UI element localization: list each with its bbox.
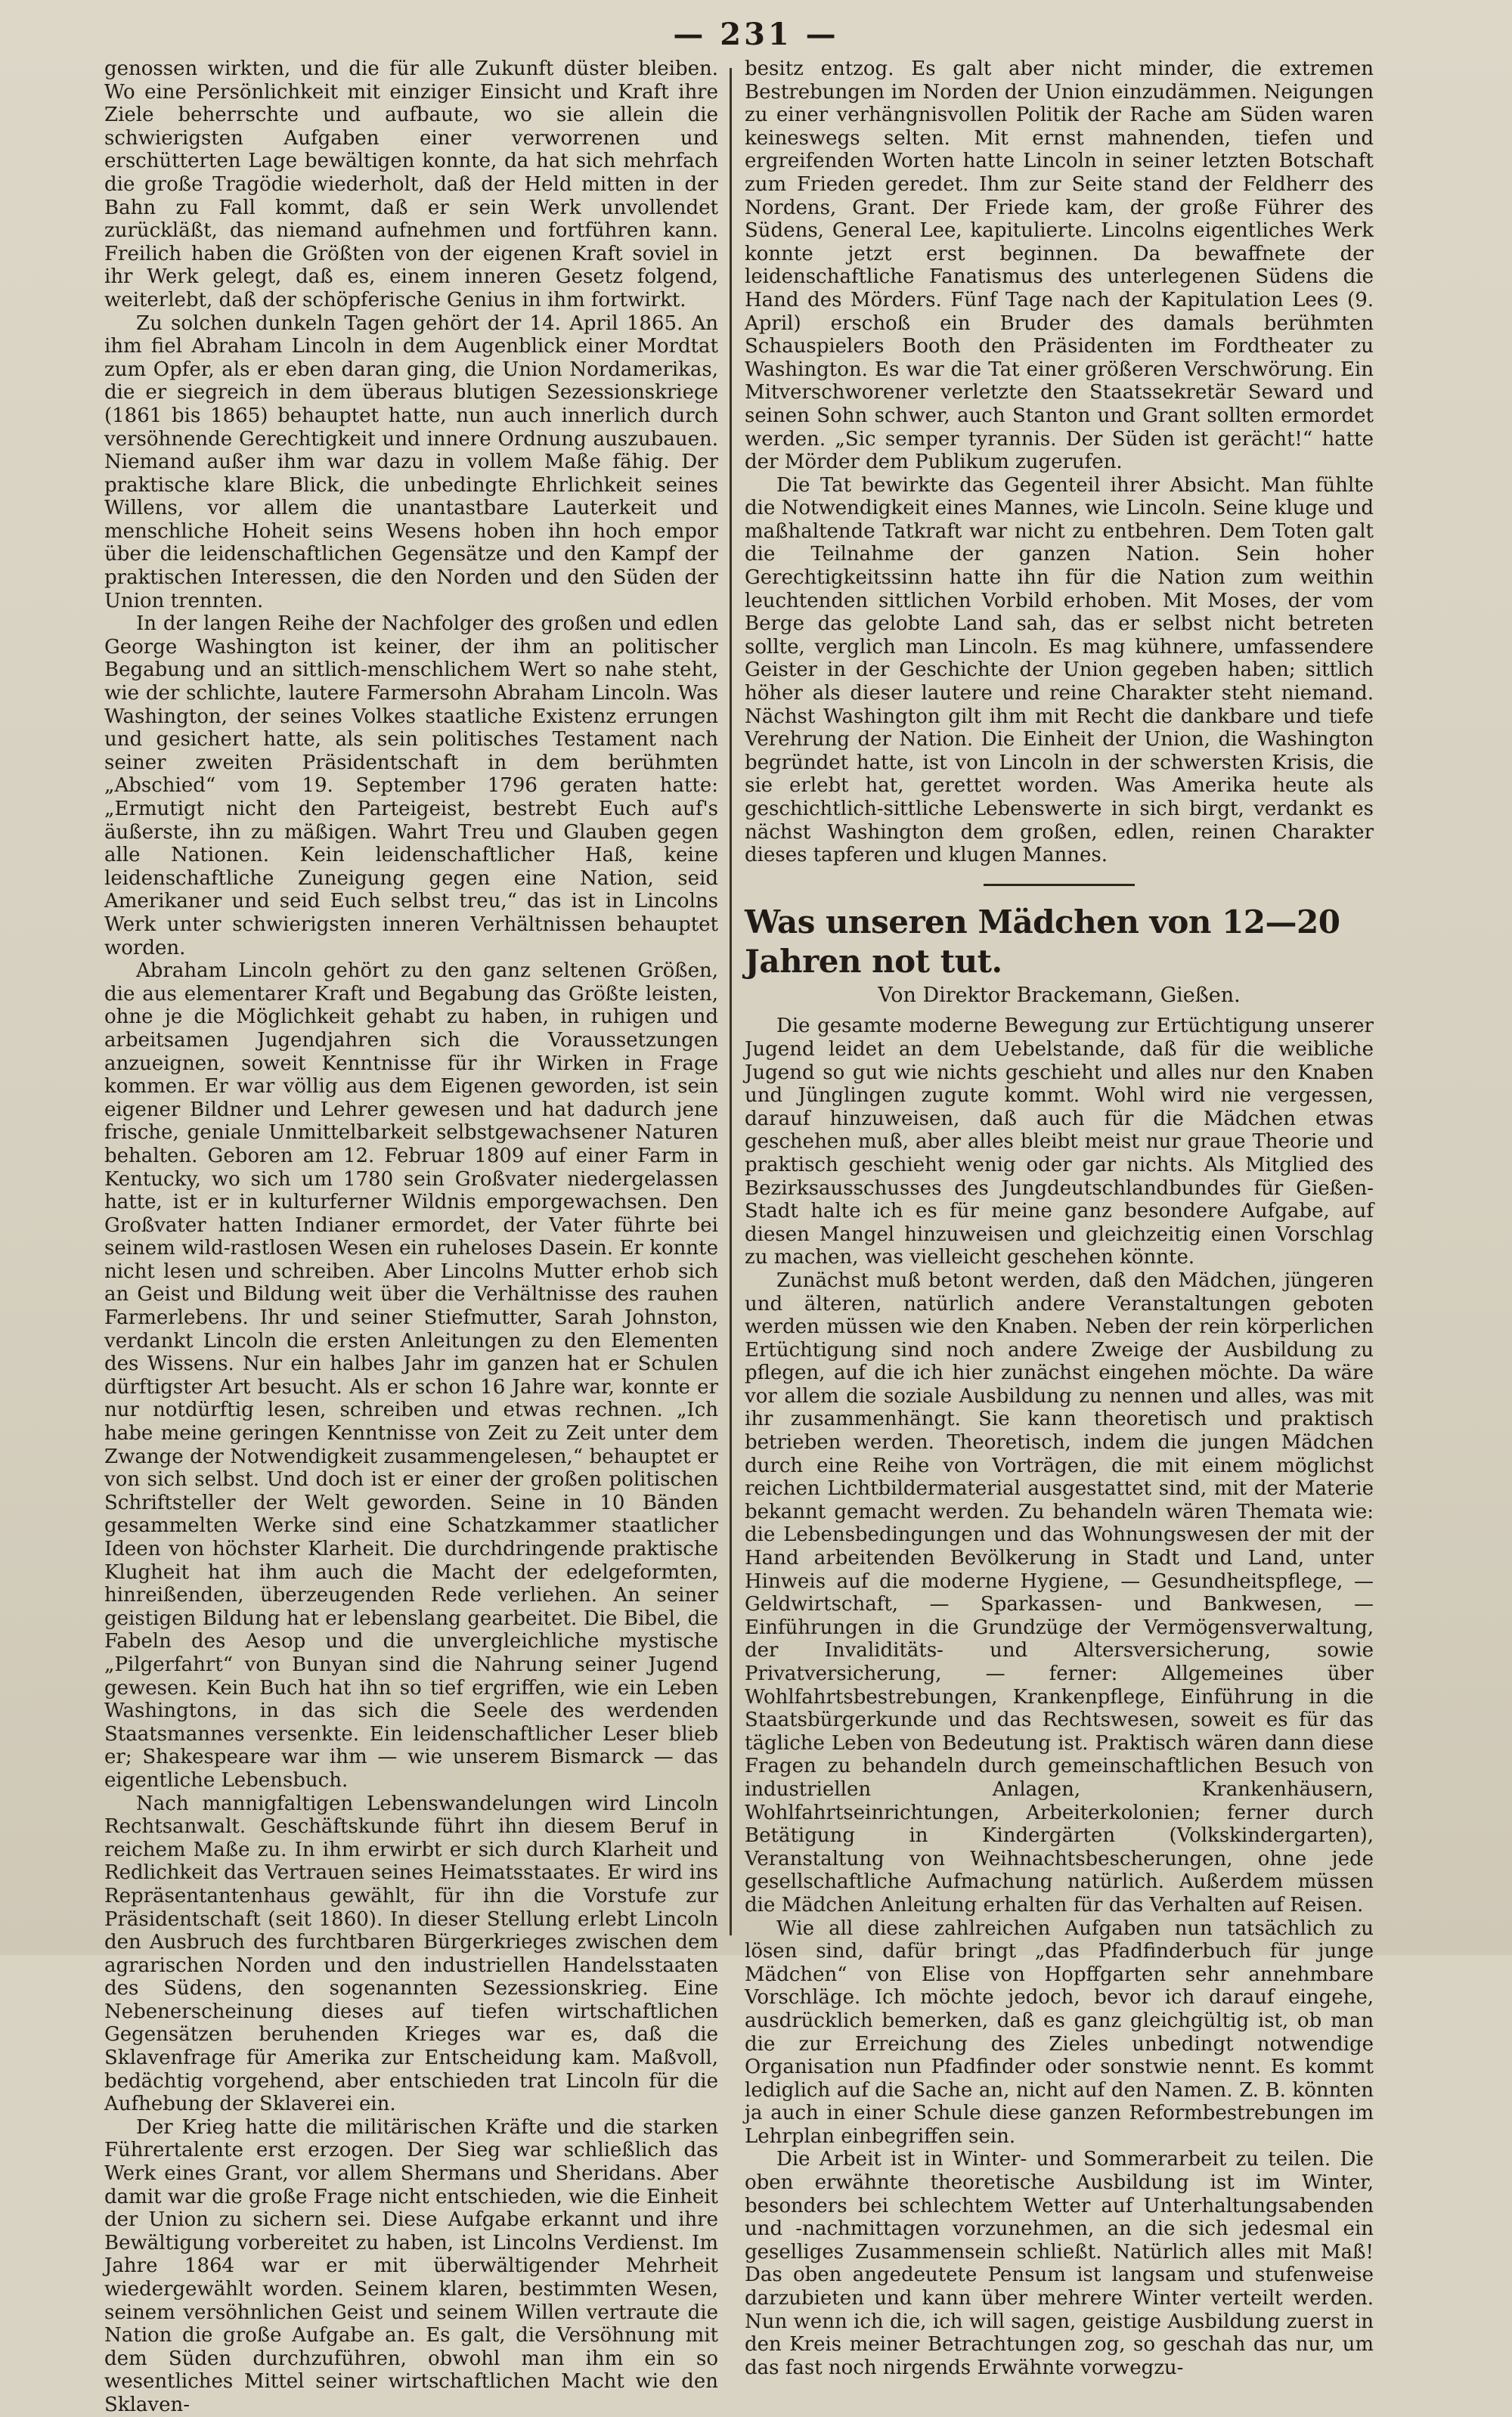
left-column	[104, 57, 718, 2416]
paragraph: Die Tat bewirkte das Gegenteil ihrer Absicht. Man fühlte die Notwendigkeit eines Mannes, wie Lincoln. Seine kluge und maßhaltende Tatkraft war nicht zu entbehren. Dem Toten galt die Teilnahme der ganzen Nation. Sein hoher Gerechtigkeitssinn hatte ihn für die Nation zum weithin leuchtenden sittlichen Vorbild erhoben. Mit Moses, der vom Berge das gelobte Land sah, das er selbst nicht betreten sollte, verglich man Lincoln. Es mag kühnere, umfassendere Geister in der Geschichte der Union gegeben haben; sittlich höher als dieser lautere und reine Charakter steht niemand. Nächst Washington gilt ihm mit Recht die dankbare und tiefe Verehrung der Nation. Die Einheit der Union, die Washington begründet hatte, ist von Lincoln in der schwersten Krisis, die sie erlebt hat, gerettet worden. Was Amerika heute als geschichtlich-sittliche Lebenswerte in sich birgt, verdankt es nächst Washington dem großen, edlen, reinen Charakter dieses tapferen und klugen Mannes.	[745, 473, 1374, 867]
paragraph: Zu solchen dunkeln Tagen gehört der 14. April 1865. An ihm fiel Abraham Lincoln in dem Augenblick einer Mordtat zum Opfer, als er eben daran ging, die Union Nordamerikas, die er siegreich in dem überaus blutigen Sezessionskriege (1861 bis 1865) behauptet hatte, nun auch innerlich durch versöhnende Gerechtigkeit und innere Ordnung auszubauen. Niemand außer ihm war dazu in vollem Maße fähig. Der praktische klare Blick, die unbedingte Ehrlichkeit seines Willens, vor allem die unantastbare Lauterkeit und menschliche Hoheit seins Wesens hoben ihn hoch empor über die leidenschaftlichen Gegensätze und den Kampf der praktischen Interessen, die den Norden und den Süden der Union trennten.	[104, 311, 718, 612]
right-column	[745, 57, 1374, 2379]
paragraph: besitz entzog. Es galt aber nicht minder, die extremen Bestrebungen im Norden der Union einzudämmen. Neigungen zu einer verhängnisvollen Politik der Rache am Süden waren keineswegs selten. Mit ernst mahnenden, tiefen und ergreifenden Worten hatte Lincoln in seiner letzten Botschaft zum Frieden geredet. Ihm zur Seite stand der Feldherr des Nordens, Grant. Der Friede kam, der große Führer des Südens, General Lee, kapitulierte. Lincolns eigentliches Werk konnte jetzt erst beginnen. Da bewaffnete der leidenschaftliche Fanatismus des unterlegenen Südens die Hand des Mörders. Fünf Tage nach der Kapitulation Lees (9. April) erschoß ein Bruder des damals berühmten Schauspielers Booth den Präsidenten im Fordtheater zu Washington. Es war die Tat einer größeren Verschwörung. Ein Mitverschworener verletzte den Staatssekretär Seward und seinen Sohn schwer, auch Stanton und Grant sollten ermordet werden. „Sic semper tyrannis. Der Süden ist gerächt!“ hatte der Mörder dem Publikum zugerufen.	[745, 57, 1374, 474]
article-title: Was unseren Mädchen von 12—20 Jahren not tut.	[745, 903, 1340, 980]
paragraph: Abraham Lincoln gehört zu den ganz seltenen Größen, die aus elementarer Kraft und Begabung das Größte leisten, ohne je die Möglichkeit gehabt zu haben, in ruhigen und arbeitsamen Jugendjahren sich die Voraussetzungen anzueignen, soweit Kenntnisse für ihr Wirken in Frage kommen. Er war völlig aus dem Eigenen geworden, ist sein eigener Bildner und Lehrer gewesen und hat dadurch jene frische, geniale Unmittelbarkeit selbstgewachsener Naturen behalten. Geboren am 12. Februar 1809 auf einer Farm in Kentucky, wo sich um 1780 sein Großvater niedergelassen hatte, ist er in kulturferner Wildnis emporgewachsen. Den Großvater hatten Indianer ermordet, der Vater führte bei seinem wild-rastlosen Wesen ein ruheloses Dasein. Er konnte nicht lesen und schreiben. Aber Lincolns Mutter erhob sich an Geist und Bildung weit über die Verhältnisse des rauhen Farmerlebens. Ihr und seiner Stiefmutter, Sarah Johnston, verdankt Lincoln die ersten Anleitungen zu den Elementen des Wissens. Nur ein halbes Jahr im ganzen hat er Schulen dürftigster Art besucht. Als er schon 16 Jahre war, konnte er nur notdürftig lesen, schreiben und etwas rechnen. „Ich habe meine geringen Kenntnisse von Zeit zu Zeit unter dem Zwange der Notwendigkeit zusammengelesen,“ behauptet er von sich selbst. Und doch ist er einer der großen politischen Schriftsteller der Welt geworden. Seine in 10 Bänden gesammelten Werke sind eine Schatzkammer staatlicher Ideen von höchster Klarheit. Die durchdringende praktische Klugheit hat ihm auch die Macht der edelgeformten, hinreißenden, überzeugenden Rede verliehen. An seiner geistigen Bildung hat er lebenslang gearbeitet. Die Bibel, die Fabeln des Aesop und die unvergleichliche mystische „Pilgerfahrt“ von Bunyan sind die Nahrung seiner Jugend gewesen. Kein Buch hat ihn so tief ergriffen, wie ein Leben Washingtons, in das sich die Seele des werdenden Staatsmannes versenkte. Ein leidenschaftlicher Leser blieb er; Shakespeare war ihm — wie unserem Bismarck — das eigentliche Lebensbuch.	[104, 959, 718, 1792]
page-number-value: 231	[720, 17, 792, 52]
paragraph: Zunächst muß betont werden, daß den Mädchen, jüngeren und älteren, natürlich andere Veranstaltungen geboten werden müssen wie den Knaben. Neben der rein körperlichen Ertüchtigung sind noch andere Zweige der Ausbildung zu pflegen, auf die ich hier zunächst eingehen möchte. Da wäre vor allem die soziale Ausbildung zu nennen und alles, was mit ihr zusammenhängt. Sie kann theoretisch und praktisch betrieben werden. Theoretisch, indem die jungen Mädchen durch eine Reihe von Vorträgen, die mit einem möglichst reichen Lichtbildermaterial ausgestattet sind, mit der Materie bekannt gemacht werden. Zu behandeln wären Themata wie: die Lebensbedingungen und das Wohnungswesen der mit der Hand arbeitenden Bevölkerung in Stadt und Land, unter Hinweis auf die moderne Hygiene, — Gesundheitspflege, — Geldwirtschaft, — Sparkassen- und Bankwesen, — Einführungen in die Grundzüge der Vermögensverwaltung, der Invaliditäts- und Altersversicherung, sowie Privatversicherung, — ferner: Allgemeines über Wohlfahrtsbestrebungen, Krankenpflege, Einführung in die Staatsbürgerkunde und das Rechtswesen, soweit es für das tägliche Leben von Bedeutung ist. Praktisch wären dann diese Fragen zu behandeln durch gemeinschaftlichen Besuch von industriellen Anlagen, Krankenhäusern, Wohlfahrtseinrichtungen, Arbeiterkolonien; ferner durch Betätigung in Kindergärten (Volkskindergarten), Veranstaltung von Weihnachtsbescherungen, ohne jede gesellschaftliche Aufmachung natürlich. Außerdem müssen die Mädchen Anleitung erhalten für das Verhalten auf Reisen.	[745, 1269, 1374, 1917]
paragraph: Die gesamte moderne Bewegung zur Ertüchtigung unserer Jugend leidet an dem Uebelstande, daß für die weibliche Jugend so gut wie nichts geschieht und alles nur den Knaben und Jünglingen zugute kommt. Wohl wird nie vergessen, darauf hinzuweisen, daß auch für die Mädchen etwas geschehen muß, aber alles bleibt meist nur graue Theorie und praktisch geschieht wenig oder gar nichts. Als Mitglied des Bezirksausschusses des Jungdeutschlandbundes für Gießen-Stadt halte ich es für meine ganz besondere Aufgabe, auf diesen Mangel hinzuweisen und gleichzeitig einen Vorschlag zu machen, was vielleicht geschehen könnte.	[745, 1015, 1374, 1269]
article-byline: Von Direktor Brackemann, Gießen.	[878, 983, 1241, 1007]
column-rule	[730, 68, 732, 1935]
section-divider	[984, 884, 1135, 886]
page-number: — 231 —	[673, 17, 839, 52]
paragraph: Wie all diese zahlreichen Aufgaben nun tatsächlich zu lösen sind, dafür bringt „das Pfadfinderbuch für junge Mädchen“ von Elise von Hopffgarten sehr annehmbare Vorschläge. Ich möchte jedoch, bevor ich darauf eingehe, ausdrücklich bemerken, daß es ganz gleichgültig ist, ob man die zur Erreichung des Zieles unbedingt notwendige Organisation nun Pfadfinder oder sonstwie nennt. Es kommt lediglich auf die Sache an, nicht auf den Namen. Z. B. könnten ja auch in einer Schule diese ganzen Reformbestrebungen im Lehrplan einbegriffen sein.	[745, 1917, 1374, 2148]
paragraph: Nach mannigfaltigen Lebenswandelungen wird Lincoln Rechtsanwalt. Geschäftskunde führt ihn diesem Beruf in reichem Maße zu. In ihm erwirbt er sich durch Klarheit und Redlichkeit das Vertrauen seines Heimatsstaates. Er wird ins Repräsentantenhaus gewählt, für ihn die Vorstufe zur Präsidentschaft (seit 1860). In dieser Stellung erlebt Lincoln den Ausbruch des furchtbaren Bürgerkrieges zwischen dem agrarischen Norden und den industriellen Handelsstaaten des Südens, den sogenannten Sezessionskrieg. Eine Nebenerscheinung dieses auf tiefen wirtschaftlichen Gegensätzen beruhenden Krieges war es, daß die Sklavenfrage für Amerika zur Entscheidung kam. Maßvoll, bedächtig vorgehend, aber entschieden trat Lincoln für die Aufhebung der Sklaverei ein.	[104, 1792, 718, 2116]
paragraph: Die Arbeit ist in Winter- und Sommerarbeit zu teilen. Die oben erwähnte theoretische Ausbildung ist im Winter, besonders bei schlechtem Wetter auf Unterhaltungsabenden und -nachmittagen vorzunehmen, an die sich jedesmal ein geselliges Zusammensein schließt. Natürlich alles mit Maß! Das oben angedeutete Pensum ist langsam und stufenweise darzubieten und kann über mehrere Winter verteilt werden. Nun wenn ich die, ich will sagen, geistige Ausbildung zuerst in den Kreis meiner Betrachtungen zog, so geschah das nur, um das fast noch nirgends Erwähnte vorwegzu-	[745, 2148, 1374, 2379]
paragraph: In der langen Reihe der Nachfolger des großen und edlen George Washington ist keiner, der ihm an politischer Begabung und an sittlich-menschlichem Wert so nahe steht, wie der schlichte, lautere Farmersohn Abraham Lincoln. Was Washington, der seines Volkes staatliche Existenz errungen und gesichert hatte, als sein politisches Testament nach seiner zweiten Präsidentschaft in dem berühmten „Abschied“ vom 19. September 1796 geraten hatte: „Ermutigt nicht den Parteigeist, bestrebt Euch auf's äußerste, ihn zu mäßigen. Wahrt Treu und Glauben gegen alle Nationen. Kein leidenschaftlicher Haß, keine leidenschaftliche Zuneigung gegen eine Nation, seid Amerikaner und seid Euch selbst treu,“ das ist in Lincolns Werk unter schwierigsten inneren Verhältnissen behauptet worden.	[104, 612, 718, 959]
paragraph: Der Krieg hatte die militärischen Kräfte und die starken Führertalente erst erzogen. Der Sieg war schließlich das Werk eines Grant, vor allem Shermans und Sheridans. Aber damit war die große Frage nicht entschieden, wie die Einheit der Union zu sichern sei. Diese Aufgabe erkannt und ihre Bewältigung vorbereitet zu haben, ist Lincolns Verdienst. Im Jahre 1864 war er mit überwältigender Mehrheit wiedergewählt worden. Seinem klaren, bestimmten Wesen, seinem versöhnlichen Geist und seinem Willen vertraute die Nation die große Aufgabe an. Es galt, die Versöhnung mit dem Süden durchzuführen, obwohl man ihm ein so wesentliches Mittel seiner wirtschaftlichen Macht wie den Sklaven-	[104, 2115, 718, 2416]
paragraph: genossen wirkten, und die für alle Zukunft düster bleiben. Wo eine Persönlichkeit mit einziger Einsicht und Kraft ihre Ziele beherrschte und aufbaute, wo sie allein die schwierigsten Aufgaben einer verworrenen und erschütterten Lage bewältigen konnte, da hat sich mehrfach die große Tragödie wiederholt, daß der Held mitten in der Bahn zu Fall kommt, daß er sein Werk unvollendet zurückläßt, das niemand aufnehmen und fortführen kann. Freilich haben die Größten von der eigenen Kraft soviel in ihr Werk gelegt, daß es, einem inneren Gesetz folgend, weiterlebt, daß der schöpferische Genius in ihm fortwirkt.	[104, 57, 718, 311]
